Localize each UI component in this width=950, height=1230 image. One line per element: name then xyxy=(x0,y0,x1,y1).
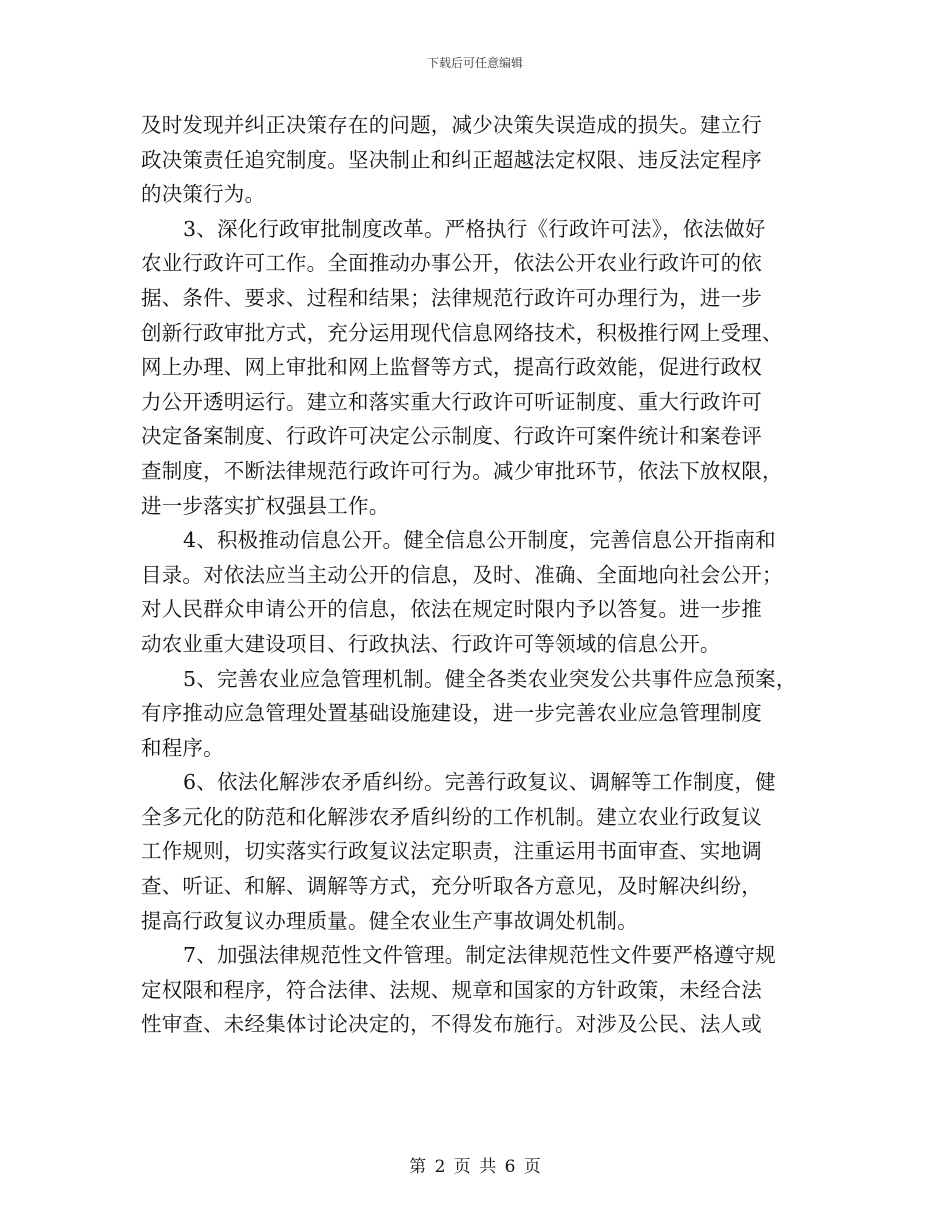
text-line: 查、听证、和解、调解等方式，充分听取各方意见，及时解决纠纷， xyxy=(141,874,762,899)
text-line: 的决策行为。 xyxy=(141,182,266,207)
text-line: 7、加强法律规范性文件管理。制定法律规范性文件要严格遵守规 xyxy=(183,943,776,968)
text-line: 提高行政复议办理质量。健全农业生产事故调处机制。 xyxy=(141,908,638,933)
text-line: 进一步落实扩权强县工作。 xyxy=(141,493,390,518)
text-line: 6、依法化解涉农矛盾纠纷。完善行政复议、调解等工作制度，健 xyxy=(183,770,776,795)
text-line: 有序推动应急管理处置基础设施建设，进一步完善农业应急管理制度 xyxy=(141,701,762,726)
document-body xyxy=(141,108,821,1042)
text-line: 目录。对依法应当主动公开的信息，及时、准确、全面地向社会公开； xyxy=(141,562,783,587)
text-line: 农业行政许可工作。全面推动办事公开，依法公开农业行政许可的依 xyxy=(141,251,762,276)
text-line: 工作规则，切实落实行政复议法定职责，注重运用书面审查、实地调 xyxy=(141,839,762,864)
text-line: 力公开透明运行。建立和落实重大行政许可听证制度、重大行政许可 xyxy=(141,389,762,414)
text-line: 动农业重大建设项目、行政执法、行政许可等领域的信息公开。 xyxy=(141,631,721,656)
text-line: 据、条件、要求、过程和结果；法律规范行政许可办理行为，进一步 xyxy=(141,285,762,310)
text-line: 创新行政审批方式，充分运用现代信息网络技术，积极推行网上受理、 xyxy=(141,320,783,345)
text-line: 对人民群众申请公开的信息，依法在规定时限内予以答复。进一步推 xyxy=(141,597,762,622)
text-line: 4、积极推动信息公开。健全信息公开制度，完善信息公开指南和 xyxy=(183,528,776,553)
text-line: 5、完善农业应急管理机制。健全各类农业突发公共事件应急预案， xyxy=(183,666,797,691)
text-line: 网上办理、网上审批和网上监督等方式，提高行政效能，促进行政权 xyxy=(141,355,762,380)
text-line: 政决策责任追究制度。坚决制止和纠正超越法定权限、违反法定程序 xyxy=(141,147,762,172)
text-line: 决定备案制度、行政许可决定公示制度、行政许可案件统计和案卷评 xyxy=(141,424,762,449)
text-line: 定权限和程序，符合法律、法规、规章和国家的方针政策，未经合法 xyxy=(141,977,762,1002)
text-line: 查制度，不断法律规范行政许可行为。减少审批环节，依法下放权限， xyxy=(141,458,783,483)
text-line: 性审查、未经集体讨论决定的，不得发布施行。对涉及公民、法人或 xyxy=(141,1012,762,1037)
text-line: 和程序。 xyxy=(141,735,224,760)
text-line: 3、深化行政审批制度改革。严格执行《行政许可法》，依法做好 xyxy=(183,216,766,241)
text-line: 及时发现并纠正决策存在的问题，减少决策失误造成的损失。建立行 xyxy=(141,113,762,137)
page-footer: 第 2 页 共 6 页 xyxy=(409,1157,541,1177)
page-header: 下载后可任意编辑 xyxy=(426,56,523,70)
text-line: 全多元化的防范和化解涉农矛盾纠纷的工作机制。建立农业行政复议 xyxy=(141,804,762,829)
